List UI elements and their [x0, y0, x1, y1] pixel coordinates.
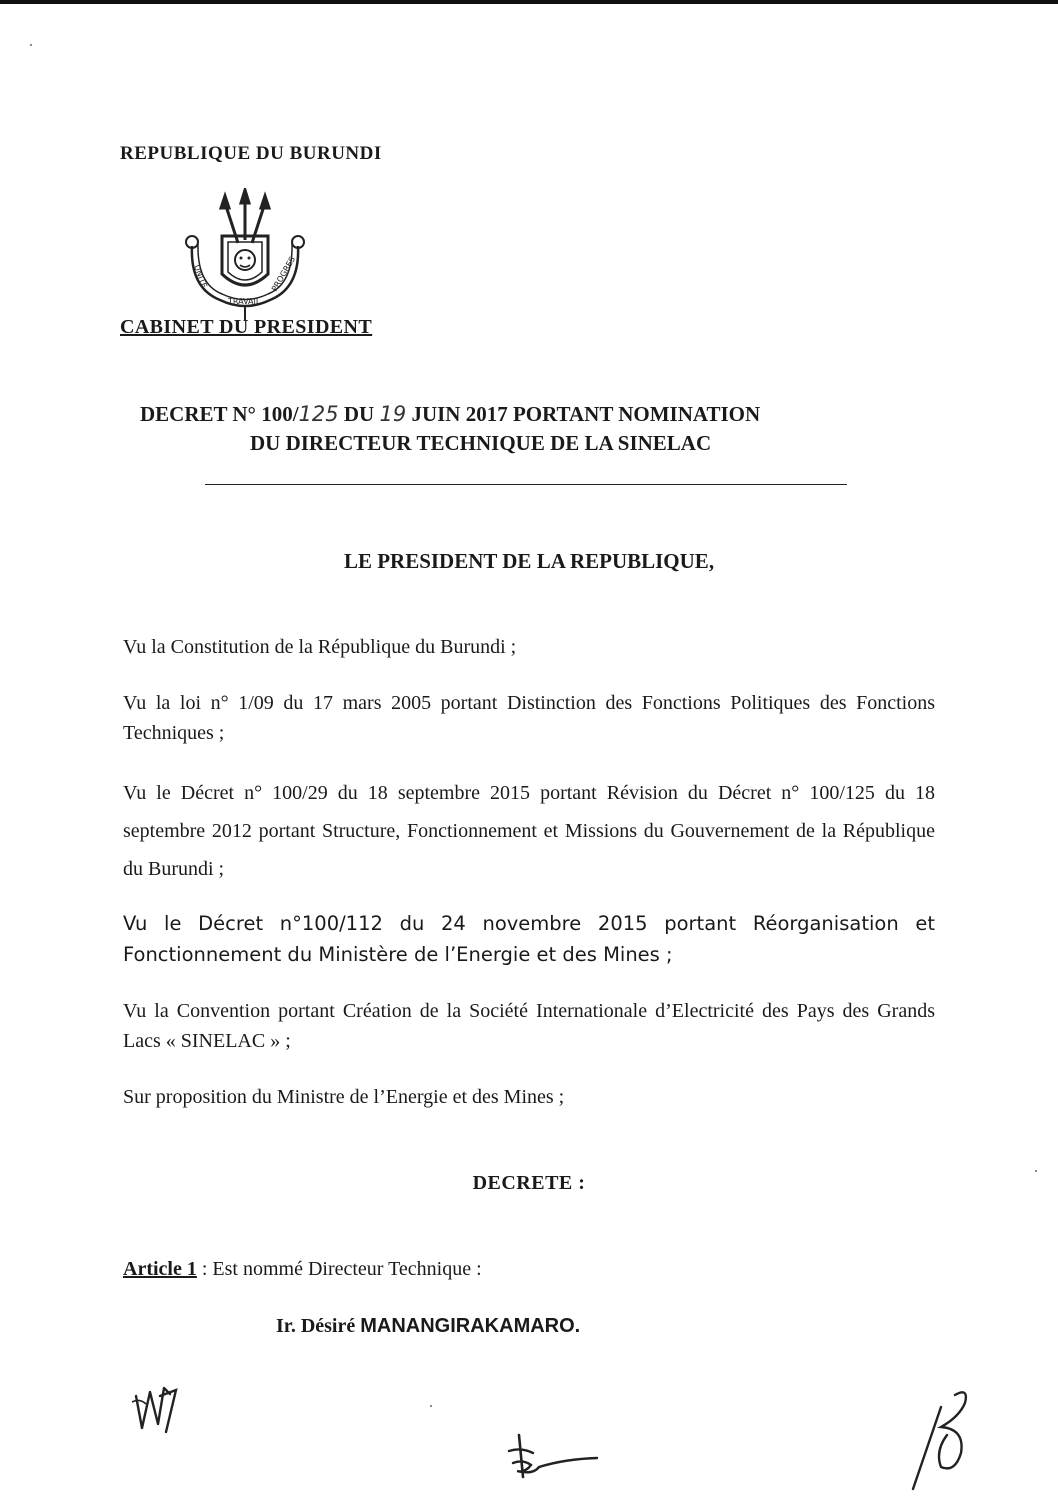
decree-title-line2: DU DIRECTEUR TECHNIQUE DE LA SINELAC [250, 431, 712, 455]
cabinet-heading: CABINET DU PRESIDENT [120, 316, 373, 338]
coat-of-arms-icon [180, 188, 310, 323]
president-heading: LE PRESIDENT DE LA REPUBLIQUE, [343, 549, 715, 573]
consideration-paragraph: Vu le Décret n°100/112 du 24 novembre 2015 portant Réorganisation et Fonctionnement du Ministère de l’Energie et des Mines ; [123, 912, 935, 966]
scan-speck [430, 1405, 432, 1407]
decree-title-prefix: DECRET N° 100/ [140, 402, 299, 426]
decree-title-line1 [140, 402, 760, 427]
consideration-paragraph: Vu le Décret n° 100/29 du 18 septembre 2015 portant Révision du Décret n° 100/125 du 18 septembre 2012 portant Structure, Fonctionnement et Missions du Gouvernement de la République du Burundi ; [123, 782, 935, 880]
consideration-paragraph: Sur proposition du Ministre de l’Energie et des Mines ; [123, 1086, 565, 1108]
article-1 [123, 1258, 482, 1281]
handwritten-decree-number: 125 [298, 402, 339, 426]
consideration-paragraph: Vu la Convention portant Création de la Société Internationale d’Electricité des Pays des Grands Lacs « SINELAC » ; [123, 1000, 935, 1052]
republic-heading: REPUBLIQUE DU BURUNDI [120, 143, 382, 164]
svg-text:UNITE: UNITE [192, 263, 209, 290]
article-text: : Est nommé Directeur Technique : [196, 1258, 482, 1280]
appointee-title: Ir. Désiré [276, 1315, 361, 1337]
handwritten-decree-day: 19 [379, 402, 407, 426]
handwritten-initial-left [130, 1378, 190, 1438]
handwritten-initial-middle [505, 1425, 605, 1485]
decree-title-du: DU [338, 402, 380, 426]
article-label: Article 1 [123, 1258, 197, 1280]
handwritten-initial-right [895, 1387, 985, 1492]
decrete-heading: DECRETE : [472, 1172, 586, 1194]
appointee [276, 1315, 580, 1338]
consideration-paragraph: Vu la Constitution de la République du Burundi ; [123, 636, 517, 658]
scan-speck [1035, 1170, 1037, 1172]
svg-text:TRAVAIL: TRAVAIL [228, 297, 261, 306]
scan-top-edge [0, 0, 1058, 4]
appointee-name: MANANGIRAKAMARO. [360, 1315, 581, 1337]
svg-text:PROGRES: PROGRES [269, 255, 298, 293]
title-divider [205, 484, 847, 485]
decree-title-suffix: JUIN 2017 PORTANT NOMINATION [406, 402, 761, 426]
scan-speck [30, 44, 32, 46]
consideration-paragraph: Vu la loi n° 1/09 du 17 mars 2005 portant Distinction des Fonctions Politiques des Fonctions Techniques ; [123, 692, 935, 744]
